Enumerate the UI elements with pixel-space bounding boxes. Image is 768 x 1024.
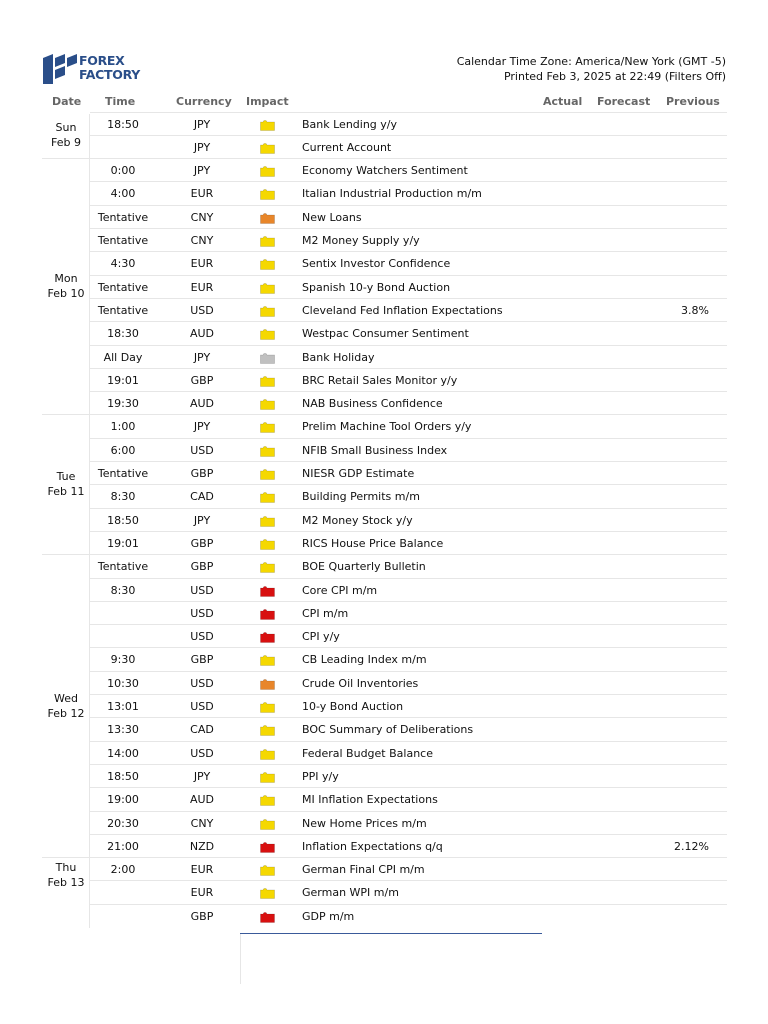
event-currency: USD [190,606,214,620]
event-row[interactable] [90,112,727,136]
event-title[interactable]: 10-y Bond Auction [302,700,404,713]
impact-folder-icon[interactable] [260,865,275,876]
timezone-text: Calendar Time Zone: America/New York (GMT -5) [456,55,726,68]
event-time: 19:30 [107,397,139,411]
event-currency: JPY [193,513,211,527]
event-title[interactable]: Inflation Expectations q/q [302,839,443,853]
event-row[interactable] [90,275,727,299]
event-time: Tentative [97,560,149,574]
event-row[interactable] [90,414,727,438]
event-currency: CNY [190,210,214,224]
event-row[interactable] [90,578,727,602]
impact-folder-icon[interactable] [260,655,275,666]
day-label [42,120,90,150]
event-row[interactable] [90,508,727,532]
event-row[interactable] [90,531,727,555]
event-currency: GBP [190,560,214,574]
event-row[interactable] [90,345,727,369]
event-title[interactable]: PPI y/y [302,769,339,783]
impact-folder-icon[interactable] [260,632,275,643]
event-row[interactable] [90,251,727,275]
event-currency: JPY [193,769,211,783]
event-title[interactable]: Building Permits m/m [302,490,420,504]
col-time: Time [105,95,136,108]
impact-folder-icon[interactable] [260,283,275,294]
event-title[interactable]: Bank Lending y/y [302,117,398,131]
event-currency: EUR [190,257,214,271]
event-currency: GBP [190,909,214,923]
impact-folder-icon[interactable] [260,586,275,597]
event-currency: USD [190,443,214,457]
event-time: 1:00 [110,420,136,434]
event-time: 18:50 [107,117,139,131]
event-currency: EUR [190,863,214,877]
event-time: Tentative [97,303,149,317]
event-currency: GBP [190,653,214,667]
impact-folder-icon[interactable] [260,679,275,690]
day-of-week: Tue [56,470,76,484]
event-row[interactable] [90,811,727,835]
impact-folder-icon[interactable] [260,702,275,713]
event-row[interactable] [90,158,727,182]
event-title[interactable]: Spanish 10-y Bond Auction [302,280,451,294]
event-time: 19:00 [107,793,139,807]
event-time: All Day [103,350,143,364]
event-row[interactable] [90,368,727,392]
event-title[interactable]: GDP m/m [302,909,355,923]
event-row[interactable] [90,135,727,159]
event-time: 10:30 [107,676,139,690]
impact-folder-icon[interactable] [260,422,275,433]
event-currency: USD [190,700,214,713]
event-title[interactable]: Crude Oil Inventories [302,676,419,690]
day-separator [42,857,727,858]
event-previous: 3.8% [681,303,709,317]
event-time: 4:00 [110,187,136,201]
event-time: 19:01 [107,536,139,550]
event-title[interactable]: Cleveland Fed Inflation Expectations [302,303,503,317]
event-row[interactable] [90,787,727,811]
event-previous: 2.12% [674,839,709,853]
event-row[interactable] [90,391,727,415]
impact-folder-icon[interactable] [260,562,275,573]
event-time: 18:50 [107,769,139,783]
event-currency: JPY [193,350,211,364]
day-date: Feb 10 [47,287,85,301]
event-currency: USD [190,746,214,760]
event-currency: AUD [189,397,215,411]
impact-folder-icon[interactable] [260,492,275,503]
event-title[interactable]: NIESR GDP Estimate [302,467,415,480]
event-time: 20:30 [107,816,139,830]
event-title[interactable]: CB Leading Index m/m [302,653,427,667]
event-row[interactable] [90,205,727,229]
col-previous: Previous [666,95,720,108]
event-title[interactable]: Bank Holiday [302,350,375,364]
event-row[interactable] [90,647,727,671]
event-title[interactable]: Prelim Machine Tool Orders y/y [302,420,472,434]
event-time: Tentative [97,467,149,480]
event-currency: CNY [190,234,214,247]
event-time: 9:30 [110,653,136,667]
impact-folder-icon[interactable] [260,306,275,317]
day-separator [42,554,727,555]
event-row[interactable] [90,624,727,648]
impact-folder-icon[interactable] [260,912,275,923]
impact-folder-icon[interactable] [260,166,275,177]
impact-folder-icon[interactable] [260,446,275,457]
event-currency: GBP [190,536,214,550]
col-date: Date [52,95,82,108]
day-separator [42,414,727,415]
impact-folder-icon[interactable] [260,795,275,806]
event-time: 18:30 [107,327,139,341]
col-currency: Currency [176,95,232,108]
event-row[interactable] [90,857,727,881]
event-row[interactable] [90,461,727,485]
impact-folder-icon[interactable] [260,189,275,200]
day-date: Feb 13 [47,876,85,890]
event-title[interactable]: New Home Prices m/m [302,816,427,830]
event-row[interactable] [90,741,727,765]
event-title[interactable]: Sentix Investor Confidence [302,257,451,271]
event-time: 4:30 [110,257,136,271]
event-currency: NZD [189,839,215,853]
event-title[interactable]: MI Inflation Expectations [302,793,438,807]
event-title[interactable]: RICS House Price Balance [302,536,444,550]
event-title[interactable]: CPI y/y [302,630,340,644]
event-time: Tentative [97,210,149,224]
day-date: Feb 11 [47,485,85,499]
printed-text: Printed Feb 3, 2025 at 22:49 (Filters Off) [503,70,726,83]
event-row[interactable] [90,298,727,322]
col-forecast: Forecast [597,95,651,108]
event-row[interactable] [90,717,727,741]
event-title[interactable]: German Final CPI m/m [302,863,425,877]
day-label [42,860,90,890]
event-currency: CAD [190,723,214,737]
event-time: 19:01 [107,373,139,387]
event-currency: USD [190,630,214,644]
event-currency: JPY [193,117,211,131]
footer-rule [240,933,542,934]
day-label [42,691,90,721]
event-title[interactable]: BOE Quarterly Bulletin [302,560,426,574]
impact-folder-icon[interactable] [260,376,275,387]
col-actual: Actual [543,95,583,108]
event-currency: JPY [193,164,211,178]
impact-folder-icon[interactable] [260,120,275,131]
event-title[interactable]: Current Account [302,140,392,154]
event-time: 0:00 [110,164,136,178]
day-of-week: Thu [55,861,77,875]
day-date: Feb 9 [51,135,81,149]
event-time: Tentative [97,234,149,247]
impact-folder-icon[interactable] [260,236,275,247]
event-currency: EUR [190,280,214,294]
day-of-week: Sun [55,120,77,134]
event-title[interactable]: Economy Watchers Sentiment [302,164,468,178]
event-title[interactable]: New Loans [302,210,362,224]
impact-folder-icon[interactable] [260,469,275,480]
event-title[interactable]: NAB Business Confidence [302,397,443,411]
footer-divider [240,934,241,984]
impact-folder-icon[interactable] [260,259,275,270]
event-currency: GBP [190,373,214,387]
logo-line-2: FACTORY [79,67,140,82]
event-time: 14:00 [107,746,139,760]
event-time: 2:00 [110,863,136,877]
event-row[interactable] [90,904,727,928]
impact-folder-icon[interactable] [260,609,275,620]
day-label [42,271,90,301]
impact-folder-icon[interactable] [260,819,275,830]
day-of-week: Wed [54,691,78,705]
impact-folder-icon[interactable] [260,213,275,224]
event-row[interactable] [90,671,727,695]
event-title[interactable]: M2 Money Supply y/y [302,234,420,247]
event-currency: EUR [190,187,214,201]
event-title[interactable]: Westpac Consumer Sentiment [302,327,469,341]
impact-folder-icon[interactable] [260,399,275,410]
logo-line-1: FOREX [79,53,125,68]
event-currency: USD [190,676,214,690]
impact-folder-icon[interactable] [260,749,275,760]
event-title[interactable]: BOC Summary of Deliberations [302,723,474,737]
event-time: 21:00 [107,839,139,853]
event-title[interactable]: Core CPI m/m [302,583,378,597]
impact-folder-icon[interactable] [260,888,275,899]
impact-folder-icon[interactable] [260,143,275,154]
event-row[interactable] [90,438,727,462]
event-title[interactable]: Federal Budget Balance [302,746,433,760]
event-time: 13:30 [107,723,139,737]
day-label [42,469,90,499]
event-currency: GBP [190,467,214,480]
event-time: 18:50 [107,513,139,527]
event-title[interactable]: NFIB Small Business Index [302,443,448,457]
event-row[interactable] [90,880,727,904]
day-of-week: Mon [54,272,78,286]
event-currency: EUR [190,886,214,900]
impact-folder-icon[interactable] [260,725,275,736]
event-currency: CAD [190,490,214,504]
event-currency: JPY [193,420,211,434]
event-row[interactable] [90,764,727,788]
event-title[interactable]: M2 Money Stock y/y [302,513,413,527]
event-title[interactable]: Italian Industrial Production m/m [302,187,482,201]
impact-folder-icon[interactable] [260,353,275,364]
event-row[interactable] [90,834,727,858]
impact-folder-icon[interactable] [260,539,275,550]
event-time: 8:30 [110,490,136,504]
event-time: 8:30 [110,583,136,597]
event-row[interactable] [90,694,727,718]
event-title[interactable]: CPI m/m [302,606,349,620]
day-date: Feb 12 [47,706,85,720]
event-currency: CNY [190,816,214,830]
col-impact: Impact [246,95,289,108]
day-separator [42,158,727,159]
event-time: Tentative [97,280,149,294]
event-currency: USD [190,583,214,597]
event-row[interactable] [90,181,727,205]
event-currency: AUD [189,327,215,341]
event-row[interactable] [90,228,727,252]
event-title[interactable]: BRC Retail Sales Monitor y/y [302,373,458,387]
impact-folder-icon[interactable] [260,842,275,853]
event-row[interactable] [90,601,727,625]
event-title[interactable]: German WPI m/m [302,886,399,900]
impact-folder-icon[interactable] [260,329,275,340]
event-row[interactable] [90,484,727,508]
event-currency: AUD [189,793,215,807]
event-time: 6:00 [110,443,136,457]
event-currency: USD [190,303,214,317]
event-time: 13:01 [107,700,139,713]
impact-folder-icon[interactable] [260,772,275,783]
event-row[interactable] [90,554,727,578]
event-currency: JPY [193,140,211,154]
event-row[interactable] [90,321,727,345]
impact-folder-icon[interactable] [260,516,275,527]
